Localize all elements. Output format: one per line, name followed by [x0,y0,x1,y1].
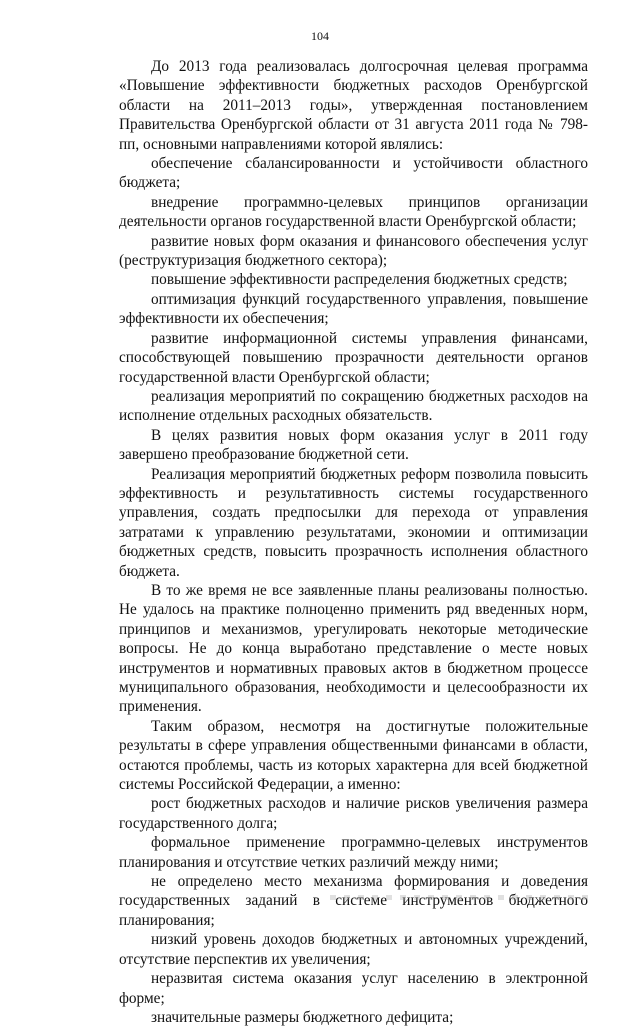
list-item: оптимизация функций государственного управления, повышение эффективности их обеспечения; [119,290,588,328]
list-item: внедрение программно-целевых принципов организации деятельности органов государственной власти Оренбургской области; [119,193,588,231]
list-item: не определено место механизма формирования и доведения государственных заданий в системе инструментов бюджетного планирования; [119,873,588,929]
list-item: неразвитая система оказания услуг населению в электронной форме; [119,970,588,1007]
list-item: значительные размеры бюджетного дефицита; [151,1008,454,1026]
list-item: повышение эффективности распределения бюджетных средств; [151,271,568,289]
list-item: низкий уровень доходов бюджетных и автономных учреждений, отсутствие перспектив их увеличения; [119,931,588,968]
list-item: развитие информационной системы управления финансами, способствующей повышению прозрачности деятельности органов государственной власти Оренбургской области; [119,329,588,386]
scan-artifact [330,895,590,900]
list-item: развитие новых форм оказания и финансового обеспечения услуг (реструктуризация бюджетного сектора); [119,232,588,270]
list-item: формальное применение программно-целевых инструментов планирования и отсутствие четких различий между ними; [119,834,588,871]
paragraph: В то же время не все заявленные планы реализованы полностью. Не удалось на практике полноценно применить ряд введенных норм, принципов и механизмов, урегулировать некоторые методические вопросы. Не до конца выработано представление о месте новых инструментов и нормативных правовых актов в бюджетном процессе муниципального образования, необходимости и целесообразности их применения. [119,581,588,716]
paragraph: В целях развития новых форм оказания услуг в 2011 году завершено преобразование бюджетной сети. [119,426,588,464]
list-item: обеспечение сбалансированности и устойчивости областного бюджета; [119,155,588,192]
paragraph: Таким образом, несмотря на достигнутые положительные результаты в сфере управления общественными финансами в области, остаются проблемы, часть из которых характерна для всей бюджетной системы Российской Федерации, а именно: [119,717,588,794]
paragraph: Реализация мероприятий бюджетных реформ позволила повысить эффективность и результативность системы государственного управления, создать предпосылки для перехода от управления затратами к управлению результатами, экономии и оптимизации бюджетных средств, повысить прозрачность исполнения областного бюджета. [119,465,588,580]
paragraph-intro: До 2013 года реализовалась долгосрочная целевая программа «Повышение эффективности бюджетных расходов Оренбургской области на 2011–2013 годы», утвержденная постановлением Правительства Оренбургской области от 31 августа 2011 года № 798-пп, основными направлениями которой являлись: [119,58,588,153]
list-item: рост бюджетных расходов и наличие рисков увеличения размера государственного долга; [119,795,588,832]
list-item: реализация мероприятий по сокращению бюджетных расходов на исполнение отдельных расходных обязательств. [119,387,588,425]
document-body [119,57,588,1027]
page-number: 104 [311,29,329,43]
